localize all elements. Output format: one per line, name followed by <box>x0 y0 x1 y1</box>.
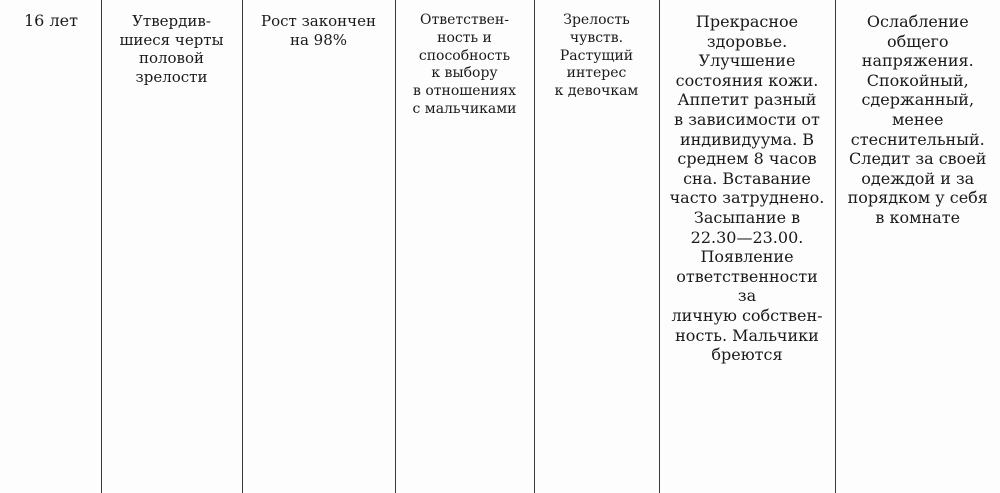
responsibility-cell: Ответствен- ность и способность к выбору в отношениях с мальчиками <box>395 0 534 493</box>
age-cell: 16 лет <box>0 0 101 493</box>
behavior-cell: Ослабление общего напряжения. Спокойный, сдержанный, менее стеснительный. Следит за своей одеждой и за порядком у себя в комнате <box>835 0 1000 493</box>
health-cell: Прекрасное здоровье. Улучшение состояния кожи. Аппетит разный в зависимости от индивидуума. В среднем 8 часов сна. Вставание часто затруднено. Засыпание в 22.30—23.00. Появление ответственности за личную собствен- ность. Мальчики бреются <box>659 0 835 493</box>
feelings-cell: Зрелость чувств. Растущий интерес к девочкам <box>534 0 659 493</box>
sexual-development-cell: Утвердив- шиеся черты половой зрелости <box>101 0 242 493</box>
growth-cell: Рост закончен на 98% <box>242 0 395 493</box>
